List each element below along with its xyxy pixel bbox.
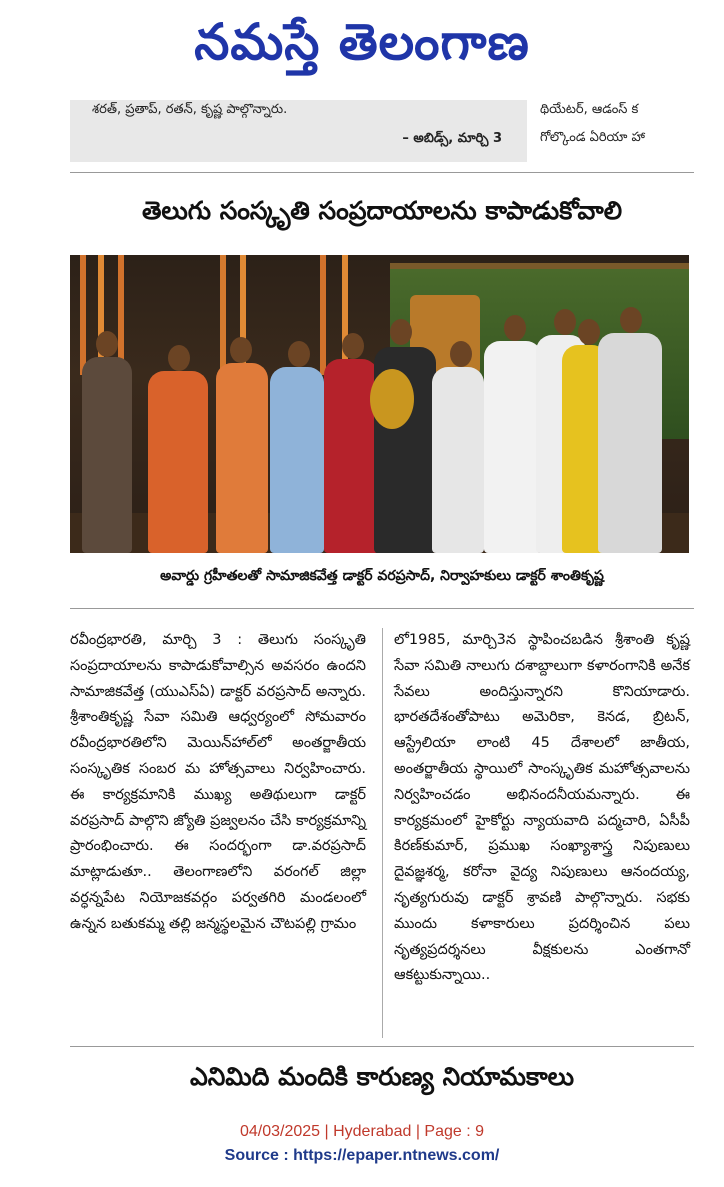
person-head <box>554 309 576 335</box>
person-head <box>450 341 472 367</box>
top-divider <box>70 172 694 173</box>
decoration-garland <box>320 255 326 375</box>
footer-date-line: 04/03/2025 | Hyderabad | Page : 9 <box>239 1123 485 1140</box>
person-head <box>620 307 642 333</box>
person <box>324 359 378 553</box>
bottom-divider <box>70 1046 694 1047</box>
adjacent-article-line-2: గోల్కొండ ఏరియా హా <box>540 130 645 145</box>
previous-article-dateline: – అబిడ్స్, మార్చి 3 <box>402 131 502 146</box>
person <box>82 357 132 553</box>
article-body-right <box>394 628 690 989</box>
article-body-left-text: రవీంద్రభారతి, మార్చి 3 : తెలుగు సంస్కృతి సంప్రదాయాలను కాపాడుకోవాల్సిన అవసరం ఉందని సామాజికవేత్త (యుఎస్ఏ) డాక్టర్ వరప్రసాద్ అన్నారు. శ్రీశాంతికృష్ణ సేవా సమితి ఆధ్వర్యంలో సోమవారం రవీంద్రభారతిలోని మెయిన్‌హాల్‌లో అంతర్జాతీయ సంస్కృతిక సంబర మ హోత్సవాలు నిర్వహించారు. ఈ కార్యక్రమానికి ముఖ్య అతిథులుగా డాక్టర్ వరప్రసాద్ పాల్గొని జ్యోతి ప్రజ్వలనం చేసి కార్యక్రమాన్ని ప్రారంభించారు. ఈ సందర్భంగా డా.వరప్రసాద్ మాట్లాడుతూ.. తెలంగాణలోని వరంగల్ జిల్లా వర్ధన్నపేట నియోజకవర్గం పర్వతగిరి మండలంలో ఉన్నన బతుకమ్మ తల్లి జన్మస్థలమైన చౌటపల్లి గ్రామం <box>70 632 366 932</box>
person-head <box>96 331 118 357</box>
decoration-garland <box>80 255 86 375</box>
person <box>598 333 662 553</box>
person <box>432 367 484 553</box>
next-article-headline: ఎనిమిది మందికి కారుణ్య నియామకాలు <box>189 1062 575 1091</box>
article-photo <box>70 255 689 553</box>
adjacent-article-line-1: థియేటర్, ఆడంస్ క <box>540 102 639 117</box>
masthead-title: నమస్తే తెలంగాణ <box>194 13 530 71</box>
person-head <box>390 319 412 345</box>
award-trophy <box>370 369 414 429</box>
article-body-right-text: లో1985, మార్చి3న స్థాపించబడిన శ్రీశాంతి కృష్ణ సేవా సమితి నాలుగు దశాబ్దాలుగా కళారంగానికి అనేక సేవలు అందిస్తున్నారని కొనియాడారు. భారతదేశంతోపాటు అమెరికా, కెనడ, బ్రిటన్, ఆస్ట్రేలియా లాంటి 45 దేశాలలో జాతీయ, అంతర్జాతీయ స్థాయిలో సాంస్కృతిక మహోత్సవాలను నిర్వహించడం అభినందనీయమన్నారు. ఈ కార్యక్రమంలో హైకోర్టు న్యాయవాది పద్మచారి, ఏసీపీ కిరణ్‌కుమార్, ప్రముఖ సంఖ్యాశాస్త్ర నిపుణులు దైవజ్ఞశర్మ, కరోనా వైద్య నిపుణులు ఆనందయ్య, నృత్యగురువు డాక్టర్ శ్రావణి పాల్గొన్నారు. సభకు ముందు కళాకారులు ప్రదర్శించిన పలు నృత్యప్రదర్శనలు వీక్షకులను ఎంతగానో ఆకట్టుకున్నాయి.. <box>394 632 690 984</box>
person-head <box>342 333 364 359</box>
person-head <box>168 345 190 371</box>
caption-divider <box>70 608 694 609</box>
decoration-garland <box>220 255 226 375</box>
person-head <box>230 337 252 363</box>
photo-caption: అవార్డు గ్రహీతలతో సామాజికవేత్త డాక్టర్ వరప్రసాద్, నిర్వాహకులు డాక్టర్ శాంతికృష్ణ <box>160 568 604 584</box>
footer-source-link[interactable]: Source : https://epaper.ntnews.com/ <box>224 1147 500 1164</box>
article-body-left <box>70 628 366 938</box>
article-headline: తెలుగు సంస్కృతి సంప్రదాయాలను కాపాడుకోవాలి <box>141 196 623 225</box>
person <box>216 363 268 553</box>
previous-article-tail: శరత్, ప్రతాప్, రతన్, కృష్ణ పాల్గొన్నారు. <box>92 102 288 117</box>
person <box>148 371 208 553</box>
person-head <box>578 319 600 345</box>
column-divider <box>382 628 383 1038</box>
person-head <box>288 341 310 367</box>
person <box>484 341 542 553</box>
person-head <box>504 315 526 341</box>
person <box>270 367 324 553</box>
